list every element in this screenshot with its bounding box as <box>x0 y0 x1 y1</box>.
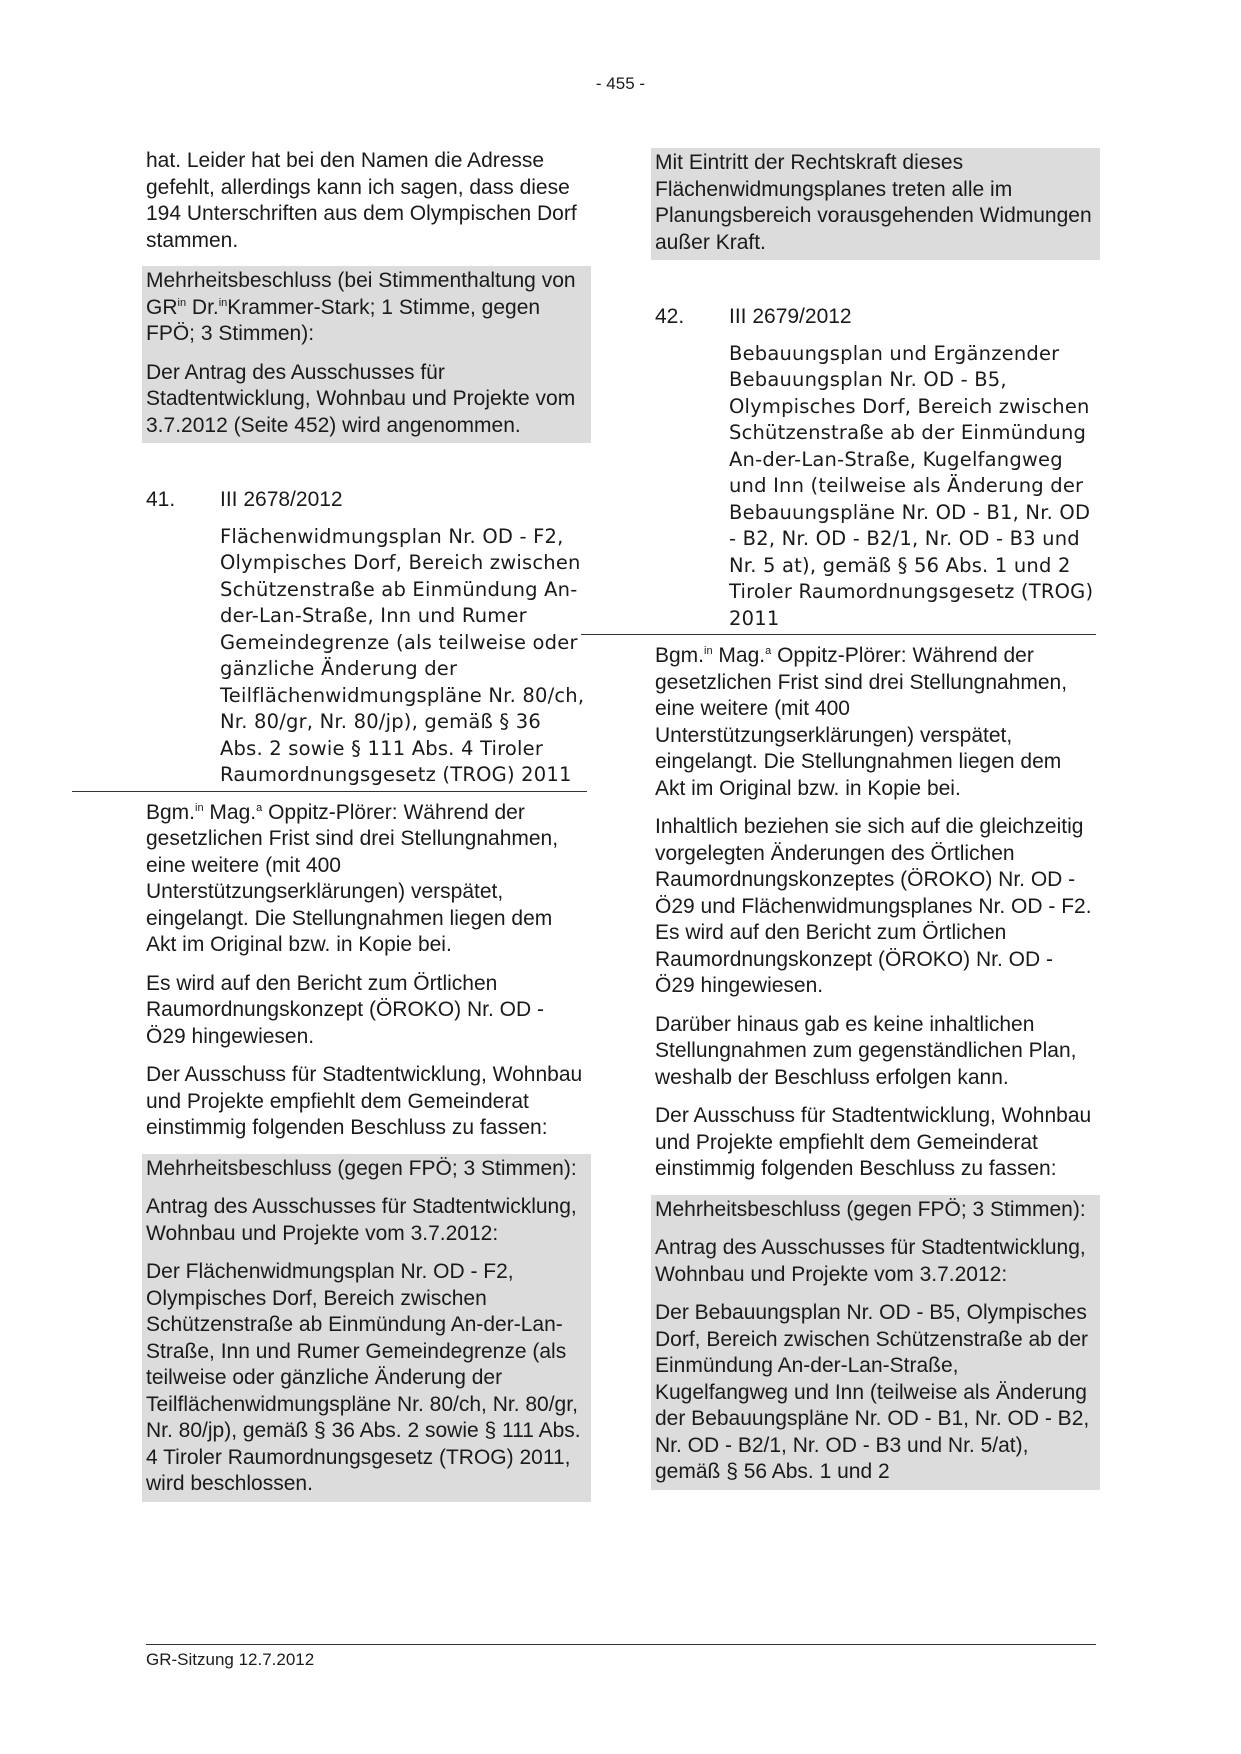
right-motion: Antrag des Ausschusses für Stadtentwicklung, Wohnbau und Projekte vom 3.7.2012: <box>655 1236 1086 1286</box>
right-paragraph-2: Inhaltlich beziehen sie sich auf die gleichzeitig vorgelegten Änderungen des Örtlichen Raumordnungskonzeptes (ÖROKO) Nr. OD - Ö29 und Flächenwidmungsplanes Nr. OD - F2. Es wird auf den Bericht zum Örtlichen Raumordnungskonzept (ÖROKO) Nr. OD - Ö29 hingewiesen. <box>655 815 1092 997</box>
right-majority-vote: Mehrheitsbeschluss (gegen FPÖ; 3 Stimmen): <box>655 1197 1086 1221</box>
right-intro-paragraph: Mit Eintritt der Rechtskraft dieses Flächenwidmungsplanes treten alle im Planungsbereich vorausgehenden Widmungen außer Kraft. <box>655 151 1092 254</box>
left-decision: Der Flächenwidmungsplan Nr. OD - F2, Olympisches Dorf, Bereich zwischen Schützenstraße ab Einmündung An-der-Lan-Straße, Inn und Rumer Gemeindegrenze (als teilweise oder gänzliche Änderung der Teilflächenwidmungspläne Nr. 80/ch, Nr. 80/gr, Nr. 80/jp), gemäß § 36 Abs. 2 sowie § 111 Abs. 4 Tiroler Raumordnungsgesetz (TROG) 2011, wird beschlossen. <box>146 1260 581 1495</box>
left-intro-paragraph: hat. Leider hat bei den Namen die Adresse gefehlt, allerdings kann ich sagen, dass diese 194 Unterschriften aus dem Olympischen Dorf stammen. <box>146 149 577 252</box>
item-41-reference: III 2678/2012 <box>220 488 343 511</box>
left-resolution-block-2 <box>142 1154 591 1502</box>
right-paragraph-4: Der Ausschuss für Stadtentwicklung, Wohnbau und Projekte empfiehlt dem Gemeinderat einstimmig folgenden Beschluss zu fassen: <box>655 1104 1092 1180</box>
right-intro-block <box>651 148 1100 260</box>
item-41-title: Flächenwidmungsplan Nr. OD - F2, Olympisches Dorf, Bereich zwischen Schützenstraße ab Einmündung An-der-Lan-Straße, Inn und Rumer Gemeindegrenze (als teilweise oder gänzliche Änderung der Teilflächenwidmungspläne Nr. 80/ch, Nr. 80/gr, Nr. 80/jp), gemäß § 36 Abs. 2 sowie § 111 Abs. 4 Tiroler Raumordnungsgesetz (TROG) 2011 <box>72 524 587 792</box>
footer-divider <box>146 1644 1096 1645</box>
left-resolution-vote: Mehrheitsbeschluss (bei Stimmenthaltung von $GR^{in}$ Dr.$^{in}$Krammer-Stark; 1 Stimme, gegen FPÖ; 3 Stimmen): <box>146 269 576 345</box>
left-speaker-statement: Bgm.$^{in}$ Mag.$^a$ Oppitz-Plörer: Während der gesetzlichen Frist sind drei Stellungnahmen, eine weitere (mit 400 Unterstützungserklärungen) verspätet, eingelangt. Die Stellungnahmen liegen dem Akt im Original bzw. in Kopie bei. <box>146 800 559 956</box>
footer-session-date: GR-Sitzung 12.7.2012 <box>146 1650 315 1669</box>
left-resolution-block-1 <box>142 266 591 443</box>
left-paragraph-2: Es wird auf den Bericht zum Örtlichen Raumordnungskonzept (ÖROKO) Nr. OD - Ö29 hingewiesen. <box>146 971 544 1048</box>
left-paragraph-3: Der Ausschuss für Stadtentwicklung, Wohnbau und Projekte empfiehlt dem Gemeinderat einstimmig folgenden Beschluss zu fassen: <box>146 1063 583 1139</box>
item-41-heading <box>146 487 587 514</box>
item-42-title: Bebauungsplan und Ergänzender Bebauungsplan Nr. OD - B5, Olympisches Dorf, Bereich zwischen Schützenstraße ab der Einmündung An-der-Lan-Straße, Kugelfangweg und Inn (teilweise als Änderung der Bebauungspläne Nr. OD - B1, Nr. OD - B2, Nr. OD - B2/1, Nr. OD - B3 und Nr. 5 at), gemäß § 56 Abs. 1 und 2 Tiroler Raumordnungsgesetz (TROG) 2011 <box>581 341 1096 636</box>
item-42-number: 42. <box>655 305 685 328</box>
left-majority-vote: Mehrheitsbeschluss (gegen FPÖ; 3 Stimmen): <box>146 1156 577 1180</box>
right-column <box>655 148 1096 1490</box>
item-42-heading <box>655 304 1096 331</box>
left-column <box>146 148 587 1502</box>
right-paragraph-3: Darüber hinaus gab es keine inhaltlichen Stellungnahmen zum gegenständlichen Plan, weshalb der Beschluss erfolgen kann. <box>655 1012 1077 1089</box>
left-motion: Antrag des Ausschusses für Stadtentwicklung, Wohnbau und Projekte vom 3.7.2012: <box>146 1195 577 1245</box>
right-speaker-statement: Bgm.$^{in}$ Mag.$^a$ Oppitz-Plörer: Während der gesetzlichen Frist sind drei Stellungnahmen, eine weitere (mit 400 Unterstützungserklärungen) verspätet, eingelangt. Die Stellungnahmen liegen dem Akt im Original bzw. in Kopie bei. <box>655 644 1068 800</box>
item-42-reference: III 2679/2012 <box>729 305 852 328</box>
right-decision: Der Bebauungsplan Nr. OD - B5, Olympisches Dorf, Bereich zwischen Schützenstraße ab der Einmündung An-der-Lan-Straße, Kugelfangweg und Inn (teilweise als Änderung der Bebauungspläne Nr. OD - B1, Nr. OD - B2, Nr. OD - B2/1, Nr. OD - B3 und Nr. 5/at), gemäß § 56 Abs. 1 und 2 <box>655 1301 1090 1483</box>
left-resolution-text: Der Antrag des Ausschusses für Stadtentwicklung, Wohnbau und Projekte vom 3.7.2012 (Seite 452) wird angenommen. <box>146 360 576 437</box>
item-41-number: 41. <box>146 488 176 511</box>
right-resolution-block <box>651 1195 1100 1490</box>
page-number: - 455 - <box>595 74 646 93</box>
